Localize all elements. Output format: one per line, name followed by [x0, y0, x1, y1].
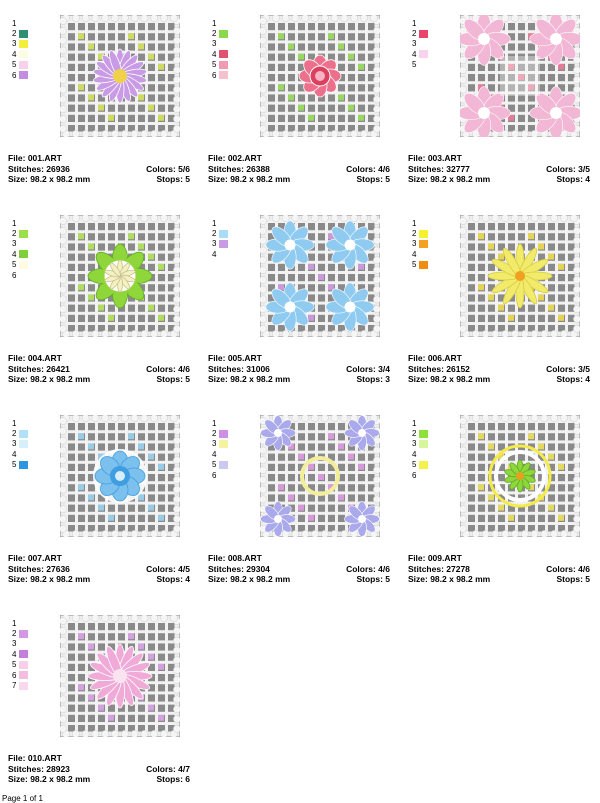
thread-color-entry	[412, 249, 432, 259]
thread-color-number: 6	[212, 70, 217, 80]
star-motif	[88, 244, 152, 308]
thread-color-swatch	[419, 30, 428, 38]
stitch-count: Stitches: 27278	[408, 563, 470, 574]
thread-color-swatch	[219, 240, 228, 248]
design-card	[0, 203, 195, 388]
thread-color-number: 1	[212, 418, 217, 428]
thread-color-number: 3	[412, 239, 417, 249]
thread-color-entry	[212, 418, 232, 428]
stitch-count: Stitches: 28923	[8, 763, 70, 774]
stop-count: Stops: 5	[556, 574, 590, 584]
thread-color-entry	[212, 239, 232, 249]
thread-color-entry	[212, 70, 232, 80]
thread-color-swatch	[419, 430, 428, 438]
thread-color-entry	[412, 428, 432, 438]
stitch-count: Stitches: 26936	[8, 163, 70, 174]
thread-color-swatch	[19, 430, 28, 438]
thread-color-number: 2	[412, 229, 417, 239]
thread-color-list	[212, 218, 232, 260]
thread-color-entry	[12, 249, 32, 259]
thread-color-swatch	[219, 50, 228, 58]
stop-count: Stops: 3	[356, 374, 390, 384]
design-info	[8, 753, 190, 785]
thread-color-list	[12, 418, 32, 470]
thread-color-number: 3	[212, 39, 217, 49]
thread-color-number: 4	[212, 49, 217, 59]
thread-color-swatch	[19, 230, 28, 238]
thread-color-number: 1	[12, 218, 17, 228]
thread-color-number: 5	[12, 460, 17, 470]
thread-color-entry	[412, 418, 432, 428]
thread-color-entry	[412, 470, 432, 480]
thread-color-swatch	[219, 61, 228, 69]
design-size: Size: 98.2 x 98.2 mm	[208, 574, 291, 584]
thread-color-number: 1	[412, 18, 417, 28]
thread-color-number: 5	[212, 460, 217, 470]
thread-color-swatch	[219, 230, 228, 238]
design-size: Size: 98.2 x 98.2 mm	[8, 774, 91, 784]
thread-color-entry	[12, 660, 32, 670]
design-card	[0, 603, 195, 788]
color-count: Colors: 4/6	[346, 563, 390, 574]
stop-count: Stops: 5	[156, 374, 190, 384]
thread-color-entry	[212, 249, 232, 259]
thread-color-number: 4	[212, 449, 217, 459]
thread-color-swatch	[219, 30, 228, 38]
thread-color-number: 3	[412, 439, 417, 449]
thread-color-swatch	[19, 682, 28, 690]
design-preview-image	[260, 415, 380, 537]
thread-color-swatch	[219, 461, 228, 469]
file-name: File: 003.ART	[408, 153, 462, 163]
design-card	[200, 203, 395, 388]
thread-color-number: 5	[12, 60, 17, 70]
thread-color-swatch	[219, 430, 228, 438]
thread-color-list	[12, 618, 32, 691]
thread-color-number: 3	[212, 239, 217, 249]
thread-color-entry	[12, 670, 32, 680]
file-name: File: 008.ART	[208, 553, 262, 563]
thread-color-entry	[12, 49, 32, 59]
design-preview-image	[260, 215, 380, 337]
thread-color-number: 1	[212, 18, 217, 28]
thread-color-swatch	[19, 461, 28, 469]
thread-color-entry	[412, 218, 432, 228]
thread-color-number: 1	[412, 218, 417, 228]
design-size: Size: 98.2 x 98.2 mm	[208, 174, 291, 184]
thread-color-entry	[12, 28, 32, 38]
thread-color-number: 4	[12, 49, 17, 59]
thread-color-number: 3	[12, 639, 17, 649]
thread-color-number: 2	[212, 29, 217, 39]
stitch-count: Stitches: 26421	[8, 363, 70, 374]
thread-color-entry	[12, 628, 32, 638]
file-name: File: 006.ART	[408, 353, 462, 363]
stop-count: Stops: 4	[556, 174, 590, 184]
thread-color-number: 3	[412, 39, 417, 49]
thread-color-number: 7	[12, 681, 17, 691]
thread-color-entry	[412, 49, 432, 59]
thread-color-number: 4	[212, 249, 217, 259]
thread-color-entry	[12, 418, 32, 428]
thread-color-entry	[412, 460, 432, 470]
file-name: File: 001.ART	[8, 153, 62, 163]
thread-color-entry	[12, 449, 32, 459]
color-count: Colors: 4/6	[146, 363, 190, 374]
design-preview-image	[460, 15, 580, 137]
thread-color-list	[12, 218, 32, 280]
thread-color-entry	[12, 270, 32, 280]
design-preview-image	[460, 215, 580, 337]
design-size: Size: 98.2 x 98.2 mm	[208, 374, 291, 384]
thread-color-entry	[212, 60, 232, 70]
file-name: File: 009.ART	[408, 553, 462, 563]
thread-color-entry	[412, 239, 432, 249]
thread-color-entry	[12, 18, 32, 28]
thread-color-number: 5	[412, 460, 417, 470]
stop-count: Stops: 5	[356, 174, 390, 184]
thread-color-number: 4	[12, 249, 17, 259]
design-preview-image	[60, 415, 180, 537]
thread-color-entry	[412, 439, 432, 449]
thread-color-swatch	[19, 440, 28, 448]
thread-color-swatch	[419, 240, 428, 248]
thread-color-swatch	[19, 61, 28, 69]
pinkdaisy-motif	[88, 644, 152, 708]
thread-color-number: 4	[412, 449, 417, 459]
thread-color-entry	[12, 260, 32, 270]
thread-color-entry	[412, 449, 432, 459]
thread-color-swatch	[19, 261, 28, 269]
page-indicator: Page 1 of 1	[2, 794, 43, 803]
thread-color-number: 2	[212, 429, 217, 439]
thread-color-entry	[212, 449, 232, 459]
thread-color-entry	[212, 218, 232, 228]
thread-color-number: 4	[12, 649, 17, 659]
design-preview-image	[60, 15, 180, 137]
design-preview-image	[460, 415, 580, 537]
design-size: Size: 98.2 x 98.2 mm	[408, 174, 491, 184]
design-info	[8, 353, 190, 385]
thread-color-list	[212, 418, 232, 480]
design-size: Size: 98.2 x 98.2 mm	[8, 374, 91, 384]
design-card	[0, 3, 195, 188]
stitch-count: Stitches: 29304	[208, 563, 270, 574]
file-name: File: 007.ART	[8, 553, 62, 563]
design-preview-image	[260, 15, 380, 137]
design-info	[208, 153, 390, 185]
thread-color-entry	[12, 228, 32, 238]
thread-color-number: 5	[412, 260, 417, 270]
design-size: Size: 98.2 x 98.2 mm	[8, 174, 91, 184]
thread-color-entry	[12, 70, 32, 80]
thread-color-number: 1	[12, 418, 17, 428]
design-info	[208, 553, 390, 585]
stitch-count: Stitches: 26388	[208, 163, 270, 174]
thread-color-number: 1	[212, 218, 217, 228]
thread-color-swatch	[419, 261, 428, 269]
color-count: Colors: 4/7	[146, 763, 190, 774]
thread-color-entry	[12, 239, 32, 249]
thread-color-entry	[12, 60, 32, 70]
thread-color-number: 2	[412, 429, 417, 439]
thread-color-list	[12, 18, 32, 80]
thread-color-swatch	[219, 440, 228, 448]
thread-color-entry	[212, 439, 232, 449]
stitch-count: Stitches: 26152	[408, 363, 470, 374]
thread-color-swatch	[419, 461, 428, 469]
thread-color-entry	[12, 439, 32, 449]
design-card	[400, 3, 595, 188]
thread-color-number: 1	[12, 618, 17, 628]
color-count: Colors: 3/5	[546, 363, 590, 374]
thread-color-number: 2	[12, 229, 17, 239]
thread-color-number: 2	[12, 629, 17, 639]
design-card	[0, 403, 195, 588]
thread-color-number: 5	[212, 60, 217, 70]
thread-color-number: 4	[412, 49, 417, 59]
thread-color-entry	[212, 49, 232, 59]
thread-color-number: 3	[212, 439, 217, 449]
design-info	[408, 353, 590, 385]
thread-color-number: 6	[12, 70, 17, 80]
thread-color-list	[412, 418, 432, 480]
thread-color-list	[412, 18, 432, 70]
thread-color-number: 2	[12, 429, 17, 439]
stitch-count: Stitches: 31006	[208, 363, 270, 374]
blueflower-motif	[93, 449, 147, 503]
color-count: Colors: 3/5	[546, 163, 590, 174]
thread-color-swatch	[19, 40, 28, 48]
thread-color-entry	[412, 18, 432, 28]
thread-color-number: 5	[12, 660, 17, 670]
thread-color-entry	[212, 28, 232, 38]
thread-color-entry	[212, 18, 232, 28]
thread-color-entry	[212, 470, 232, 480]
file-name: File: 010.ART	[8, 753, 62, 763]
design-card	[200, 3, 395, 188]
thread-color-swatch	[19, 661, 28, 669]
stop-count: Stops: 4	[556, 374, 590, 384]
design-preview-image	[60, 615, 180, 737]
design-card	[200, 403, 395, 588]
thread-color-number: 1	[12, 18, 17, 28]
color-count: Colors: 4/6	[546, 563, 590, 574]
thread-color-list	[212, 18, 232, 80]
thread-color-entry	[412, 60, 432, 70]
design-card	[400, 203, 595, 388]
design-info	[8, 553, 190, 585]
thread-color-number: 4	[12, 449, 17, 459]
thread-color-swatch	[19, 50, 28, 58]
thread-color-number: 5	[412, 60, 417, 70]
thread-color-entry	[412, 228, 432, 238]
design-info	[208, 353, 390, 385]
thread-color-number: 2	[212, 229, 217, 239]
thread-color-entry	[12, 428, 32, 438]
thread-color-number: 4	[412, 249, 417, 259]
thread-color-swatch	[419, 50, 428, 58]
stop-count: Stops: 4	[156, 574, 190, 584]
design-size: Size: 98.2 x 98.2 mm	[408, 374, 491, 384]
thread-color-number: 6	[212, 470, 217, 480]
file-name: File: 005.ART	[208, 353, 262, 363]
thread-color-number: 3	[12, 439, 17, 449]
thread-color-entry	[412, 260, 432, 270]
thread-color-entry	[12, 680, 32, 690]
thread-color-number: 2	[412, 29, 417, 39]
stop-count: Stops: 5	[156, 174, 190, 184]
stitch-count: Stitches: 27636	[8, 563, 70, 574]
file-name: File: 004.ART	[8, 353, 62, 363]
design-size: Size: 98.2 x 98.2 mm	[408, 574, 491, 584]
thread-color-number: 3	[12, 239, 17, 249]
thread-color-swatch	[19, 650, 28, 658]
stop-count: Stops: 5	[356, 574, 390, 584]
thread-color-swatch	[19, 250, 28, 258]
thread-color-list	[412, 218, 432, 270]
stop-count: Stops: 6	[156, 774, 190, 784]
thread-color-swatch	[19, 630, 28, 638]
file-name: File: 002.ART	[208, 153, 262, 163]
thread-color-entry	[212, 460, 232, 470]
design-size: Size: 98.2 x 98.2 mm	[8, 574, 91, 584]
thread-color-entry	[212, 428, 232, 438]
thread-color-number: 5	[12, 260, 17, 270]
color-count: Colors: 5/6	[146, 163, 190, 174]
thread-color-number: 2	[12, 29, 17, 39]
rose-motif	[299, 55, 341, 97]
design-info	[408, 553, 590, 585]
design-info	[408, 153, 590, 185]
thread-color-number: 3	[12, 39, 17, 49]
color-count: Colors: 4/6	[346, 163, 390, 174]
stitch-count: Stitches: 32777	[408, 163, 470, 174]
thread-color-entry	[412, 39, 432, 49]
thread-color-swatch	[19, 671, 28, 679]
thread-color-entry	[12, 639, 32, 649]
thread-color-entry	[212, 228, 232, 238]
thread-color-swatch	[419, 440, 428, 448]
thread-color-swatch	[19, 71, 28, 79]
thread-color-entry	[212, 39, 232, 49]
thread-color-number: 6	[412, 470, 417, 480]
thread-color-swatch	[219, 71, 228, 79]
thread-color-swatch	[19, 30, 28, 38]
thread-color-number: 6	[12, 670, 17, 680]
color-count: Colors: 4/5	[146, 563, 190, 574]
thread-color-entry	[12, 460, 32, 470]
design-info	[8, 153, 190, 185]
design-card	[400, 403, 595, 588]
color-count: Colors: 3/4	[346, 363, 390, 374]
thread-color-swatch	[419, 230, 428, 238]
thread-color-number: 6	[12, 270, 17, 280]
thread-color-entry	[12, 218, 32, 228]
thread-color-entry	[12, 39, 32, 49]
thread-color-entry	[12, 649, 32, 659]
thread-color-entry	[412, 28, 432, 38]
thread-color-entry	[12, 618, 32, 628]
thread-color-number: 1	[412, 418, 417, 428]
design-preview-image	[60, 215, 180, 337]
